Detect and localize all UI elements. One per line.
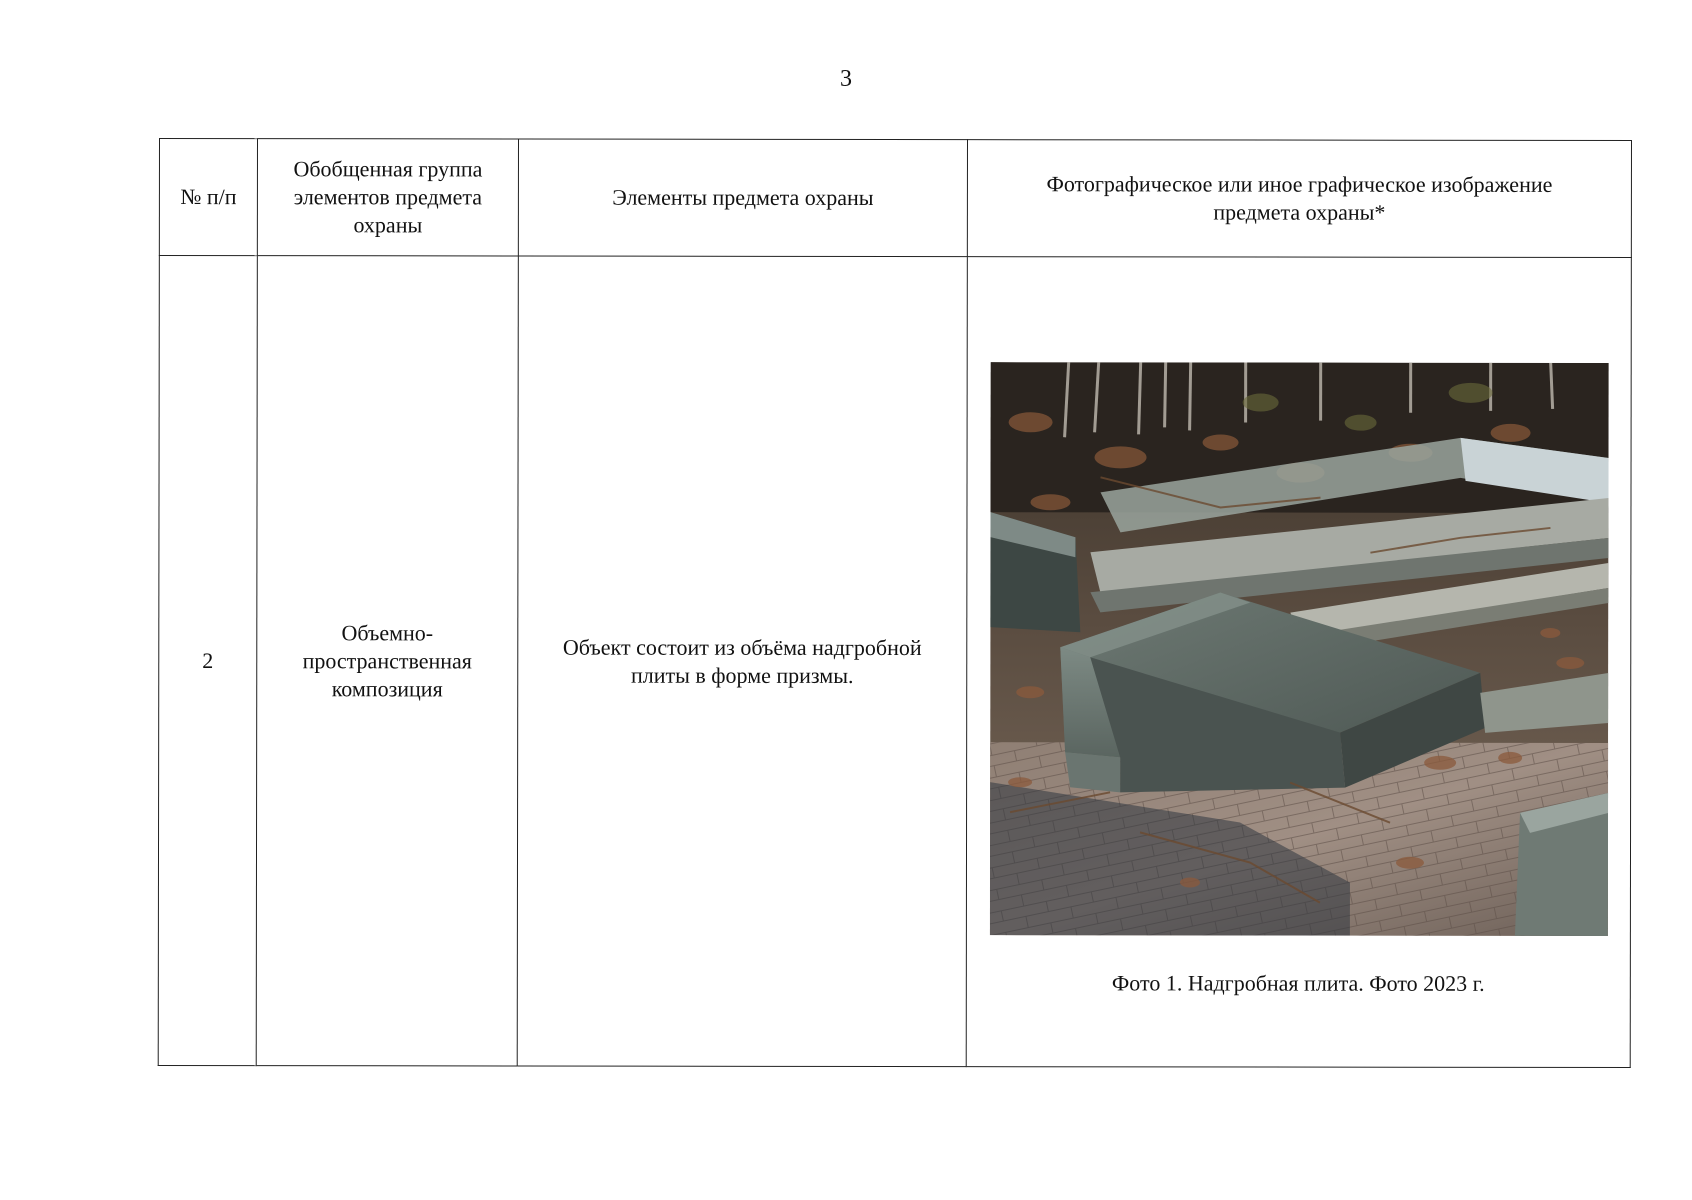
header-elements: Элементы предмета охраны	[518, 139, 967, 257]
row-group: Объемно-пространственная композиция	[256, 256, 518, 1066]
row-number: 2	[158, 256, 257, 1066]
table-header-row	[159, 139, 1631, 258]
header-group: Обобщенная группа элементов предмета охраны	[257, 139, 518, 256]
tombstone-photo	[989, 362, 1608, 936]
row-elements: Объект состоит из объёма надгробной плиты в форме призмы.	[517, 256, 967, 1067]
row-photo-cell	[966, 257, 1631, 1068]
table-row	[158, 256, 1631, 1068]
header-image: Фотографическое или иное графическое изображение предмета охраны*	[967, 140, 1631, 258]
protection-table	[158, 138, 1632, 1068]
photo-caption: Фото 1. Надгробная плита. Фото 2023 г.	[1111, 970, 1485, 996]
header-number: № п/п	[159, 139, 257, 256]
page-number: 3	[840, 66, 852, 92]
photo-container	[977, 326, 1621, 998]
